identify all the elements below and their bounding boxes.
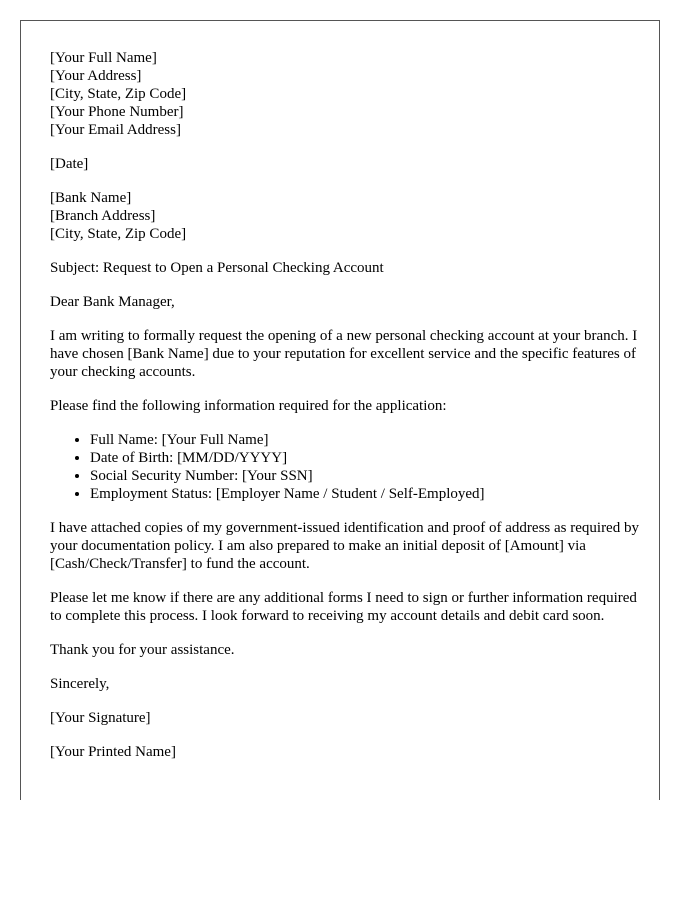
printed-name-placeholder: [Your Printed Name] (50, 744, 176, 760)
date-block (50, 155, 640, 173)
list-item: • Full Name: [Your Full Name] (90, 431, 640, 449)
letter-page (20, 20, 660, 800)
subject-line: Subject: Request to Open a Personal Checking Account (50, 260, 384, 276)
sender-city-state-zip: [City, State, Zip Code] (50, 86, 187, 102)
sender-address: [Your Address] (50, 68, 142, 84)
list-item: • Date of Birth: [MM/DD/YYYY] (90, 449, 640, 467)
sender-name: [Your Full Name] (50, 50, 157, 66)
recipient-branch-address: [Branch Address] (50, 208, 156, 224)
sender-phone: [Your Phone Number] (50, 104, 184, 120)
thanks-paragraph: Thank you for your assistance. (50, 642, 235, 658)
recipient-bank-name: [Bank Name] (50, 190, 132, 206)
list-item: • Employment Status: [Employer Name / Student / Self-Employed] (90, 485, 640, 503)
sender-block (50, 49, 640, 139)
closing: Sincerely, (50, 676, 110, 692)
letter-date: [Date] (50, 156, 89, 172)
letter-content (50, 49, 640, 777)
info-list (50, 431, 640, 503)
salutation: Dear Bank Manager, (50, 294, 175, 310)
attachments-paragraph: I have attached copies of my government-issued identification and proof of address as required by your documentation policy. I am also prepared to make an initial deposit of [Amount] via [Cash/Check/Transfer] to fund the account. (50, 520, 639, 572)
info-lead-paragraph: Please find the following information required for the application: (50, 398, 447, 414)
followup-paragraph: Please let me know if there are any additional forms I need to sign or further information required to complete this process. I look forward to receiving my account details and debit card soon. (50, 590, 637, 624)
list-item: • Social Security Number: [Your SSN] (90, 467, 640, 485)
signature-placeholder: [Your Signature] (50, 710, 151, 726)
recipient-city-state-zip: [City, State, Zip Code] (50, 226, 187, 242)
sender-email: [Your Email Address] (50, 122, 181, 138)
intro-paragraph: I am writing to formally request the opening of a new personal checking account at your branch. I have chosen [Bank Name] due to your reputation for excellent service and the specific features of your checking accounts. (50, 328, 638, 380)
recipient-block (50, 189, 640, 243)
